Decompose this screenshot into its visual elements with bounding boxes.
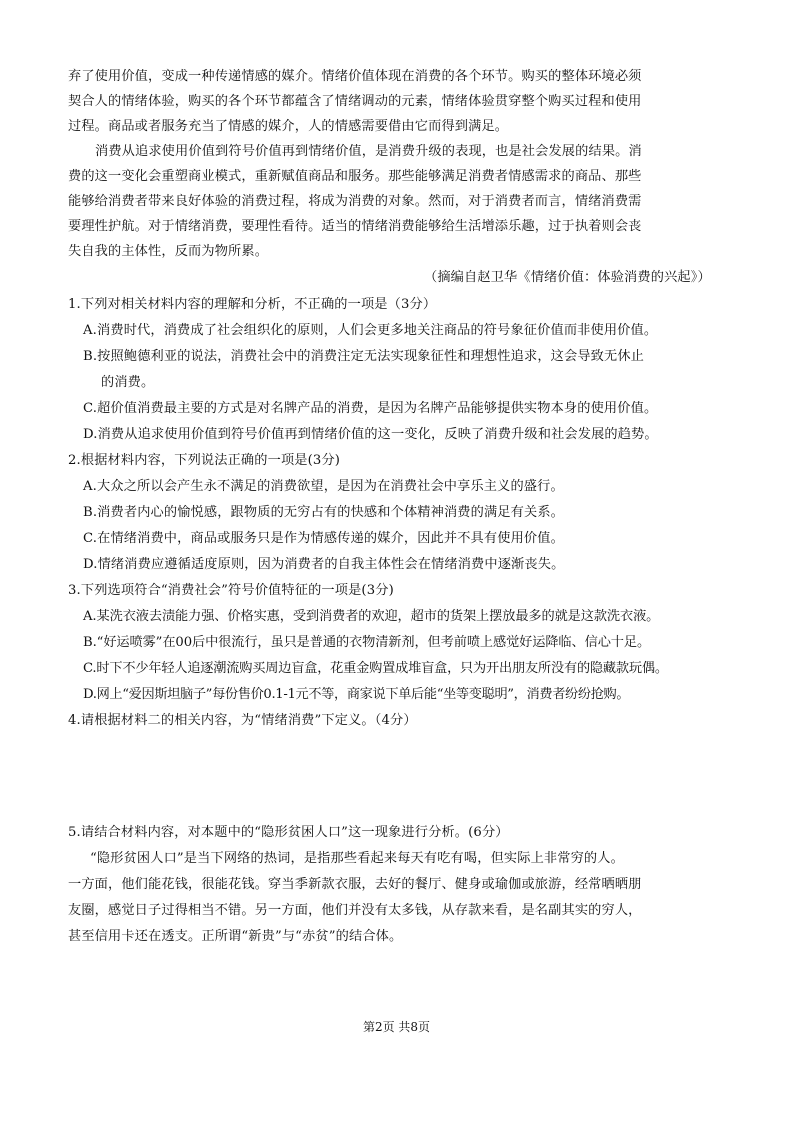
question-1-stem: 1.下列对相关材料内容的理解和分析，不正确的一项是（3分）: [68, 297, 437, 312]
question-3-option-c: C.时下不少年轻人追逐潮流购买周边盲盒，花重金购置成堆盲盒，只为开出朋友所没有的隐藏款玩偶。: [83, 661, 668, 676]
passage-line: 费的这一变化会重塑商业模式，重新赋值商品和服务。那些能够满足消费者情感需求的商品、那些: [68, 169, 642, 184]
passage-line: 能够给消费者带来良好体验的消费过程，将成为消费的对象。然而，对于消费者而言，情绪消费需: [68, 194, 642, 209]
question-2-option-b: B.消费者内心的愉悦感，跟物质的无穷占有的快感和个体精神消费的满足有关系。: [83, 505, 564, 520]
question-1-option-a: A.消费时代，消费成了社会组织化的原则，人们会更多地关注商品的符号象征价值而非使用价值。: [83, 323, 658, 338]
question-1-option-b-cont: 的消费。: [101, 375, 155, 390]
passage-line: 要理性护航。对于情绪消费，要理性看待。适当的情绪消费能够给生活增添乐趣，过于执着则会丧: [68, 219, 642, 234]
question-1-option-c: C.超价值消费最主要的方式是对名牌产品的消费，是因为名牌产品能够提供实物本身的使用价值。: [83, 401, 658, 416]
question-5-material-line: “隐形贫困人口”是当下网络的热词，是指那些看起来每天有吃有喝，但实际上非常穷的人。: [90, 851, 624, 866]
passage-line: 弃了使用价值，变成一种传递情感的媒介。情绪价值体现在消费的各个环节。购买的整体环境必须: [68, 69, 642, 84]
page-number: 第2页 共8页: [362, 1020, 431, 1034]
question-2-option-a: A.大众之所以会产生永不满足的消费欲望，是因为在消费社会中享乐主义的盛行。: [83, 479, 564, 494]
question-5-material-line: 一方面，他们能花钱，很能花钱。穿当季新款衣服，去好的餐厅、健身或瑜伽或旅游，经常晒晒朋: [68, 877, 642, 892]
question-3-stem: 3.下列选项符合“消费社会”符号价值特征的一项是(3分): [68, 583, 394, 598]
passage-line: 消费从追求使用价值到符号价值再到情绪价值，是消费升级的表现，也是社会发展的结果。消: [95, 144, 642, 159]
question-5-stem: 5.请结合材料内容，对本题中的“隐形贫困人口”这一现象进行分析。(6分）: [68, 825, 509, 840]
question-3-option-a: A.某洗衣液去渍能力强、价格实惠，受到消费者的欢迎，超市的货架上摆放最多的就是这款洗衣液。: [83, 609, 660, 624]
question-5-material-line: 甚至信用卡还在透支。正所谓“新贵”与“赤贫”的结合体。: [68, 929, 403, 944]
question-1-option-d: D.消费从追求使用价值到符号价值再到情绪价值的这一变化，反映了消费升级和社会发展的趋势。: [83, 427, 658, 442]
question-2-option-d: D.情绪消费应遵循适度原则，因为消费者的自我主体性会在情绪消费中逐渐丧失。: [83, 557, 565, 572]
passage-line: 失自我的主体性，反而为物所累。: [68, 244, 269, 259]
question-2-option-c: C.在情绪消费中，商品或服务只是作为情感传递的媒介，因此并不具有使用价值。: [83, 531, 564, 546]
question-2-stem: 2.根据材料内容，下列说法正确的一项是(3分): [68, 453, 341, 468]
question-3-option-d: D.网上“爱因斯坦脑子”每份售价0.1-1元不等，商家说下单后能“坐等变聪明”，消费者纷纷抢购。: [83, 687, 630, 702]
passage-line: 过程。商品或者服务充当了情感的媒介，人的情感需要借由它而得到满足。: [68, 119, 509, 134]
passage-line: 契合人的情绪体验，购买的各个环节都蕴含了情绪调动的元素，情绪体验贯穿整个购买过程和使用: [68, 94, 642, 109]
question-5-material-line: 友圈，感觉日子过得相当不错。另一方面，他们并没有太多钱，从存款来看，是名副其实的穷人，: [68, 903, 642, 918]
passage-source: （摘编自赵卫华《情绪价值：体验消费的兴起》）: [424, 270, 711, 285]
question-1-option-b: B.按照鲍德利亚的说法，消费社会中的消费注定无法实现象征性和理想性追求，这会导致无休止: [83, 349, 645, 364]
question-4-stem: 4.请根据材料二的相关内容，为“情绪消费”下定义。（4分）: [68, 713, 417, 728]
question-3-option-b: B.“好运喷雾”在00后中很流行，虽只是普通的衣物清新剂，但考前喷上感觉好运降临、信心十足。: [83, 635, 651, 650]
